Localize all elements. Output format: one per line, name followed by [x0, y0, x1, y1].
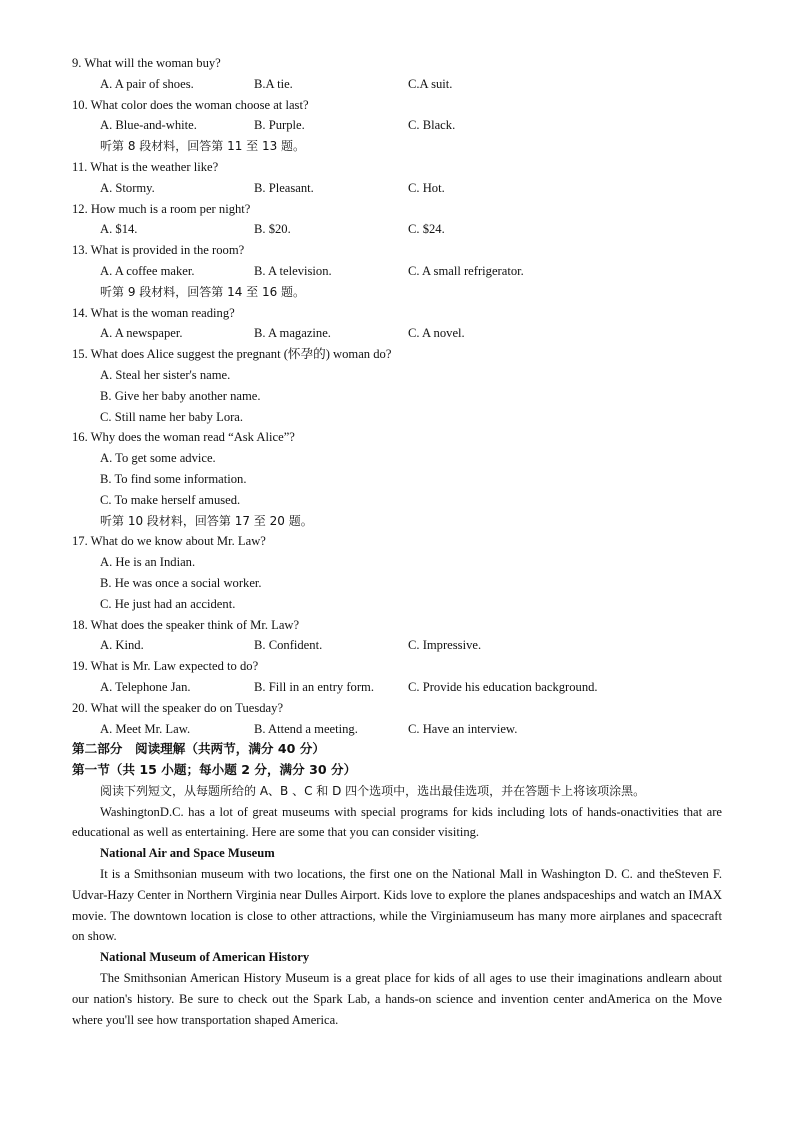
option-b: B. Purple. — [254, 118, 305, 133]
option-a: A. $14. — [100, 222, 138, 237]
option-a: A. Stormy. — [100, 180, 155, 195]
option-b: B. $20. — [254, 222, 291, 237]
option-b: B. He was once a social worker. — [100, 575, 262, 590]
question-13-options — [72, 261, 722, 282]
question-15: 15. What does Alice suggest the pregnant (怀孕的) woman do? — [72, 347, 392, 362]
question-11-options — [72, 178, 722, 199]
option-a: A. Blue-and-white. — [100, 118, 197, 133]
question-20: 20. What will the speaker do on Tuesday? — [72, 700, 284, 715]
section1-heading: 第一节（共 15 小题；每小题 2 分，满分 30 分） — [72, 762, 357, 778]
option-c: C. He just had an accident. — [100, 596, 236, 611]
question-16: 16. Why does the woman read “Ask Alice”? — [72, 430, 295, 445]
option-c: C. $24. — [408, 222, 445, 237]
question-11: 11. What is the weather like? — [72, 159, 219, 174]
instruction-passage-10: 听第 10 段材料，回答第 17 至 20 题。 — [100, 513, 313, 528]
option-b: B. Give her baby another name. — [100, 388, 261, 403]
option-c: C. A novel. — [408, 326, 465, 341]
option-a: A. Telephone Jan. — [100, 679, 191, 694]
question-13: 13. What is provided in the room? — [72, 243, 245, 258]
question-10: 10. What color does the woman choose at last? — [72, 97, 309, 112]
option-c: C. Still name her baby Lora. — [100, 409, 244, 424]
question-18-options — [72, 635, 722, 656]
option-b: B. Attend a meeting. — [254, 721, 358, 736]
instruction-passage-9: 听第 9 段材料，回答第 14 至 16 题。 — [100, 284, 306, 299]
question-19: 19. What is Mr. Law expected to do? — [72, 659, 259, 674]
option-b: B. A magazine. — [254, 326, 331, 341]
option-c: C. A small refrigerator. — [408, 263, 524, 278]
question-9: 9. What will the woman buy? — [72, 56, 221, 70]
option-b: B.A tie. — [254, 76, 293, 91]
museum2-paragraph: The Smithsonian American History Museum is a great place for kids of all ages to use their imaginations andlearn about our nation's history. Be sure to check out the Spark Lab, a hands-on science and invention center andAmerica on the Move where you'll see how transportation shaped America. — [72, 971, 722, 1027]
option-a: A. Steal her sister's name. — [100, 367, 231, 382]
option-b: B. A television. — [254, 263, 332, 278]
question-14-options — [72, 323, 722, 344]
option-a: A. A pair of shoes. — [100, 76, 194, 91]
option-a: A. Meet Mr. Law. — [100, 721, 191, 736]
option-c: C.A suit. — [408, 76, 453, 91]
option-a: A. A newspaper. — [100, 326, 183, 341]
question-20-options — [72, 719, 722, 740]
option-c: C. Have an interview. — [408, 721, 518, 736]
museum1-paragraph: It is a Smithsonian museum with two locations, the first one on the National Mall in Washington D. C. and theSteven F. Udvar-Hazy Center in Northern Virginia near Dulles Airport. Kids love to explore the planes andspaceships and watch an IMAX movie. The downtown location is close to other attractions, while the Virginiamuseum has many more airplanes and spacecraft on show. — [72, 867, 722, 944]
question-19-options — [72, 677, 722, 698]
question-9-options — [72, 74, 722, 95]
option-b: B. Confident. — [254, 638, 323, 653]
question-18: 18. What does the speaker think of Mr. Law? — [72, 617, 300, 632]
part2-heading: 第二部分 阅读理解（共两节，满分 40 分） — [72, 741, 325, 757]
exam-page — [72, 53, 722, 1030]
museum1-title: National Air and Space Museum — [100, 846, 275, 861]
question-12-options — [72, 219, 722, 240]
question-10-options — [72, 115, 722, 136]
question-17: 17. What do we know about Mr. Law? — [72, 534, 266, 549]
option-c: C. Black. — [408, 118, 456, 133]
question-14: 14. What is the woman reading? — [72, 305, 235, 320]
option-b: B. Fill in an entry form. — [254, 679, 374, 694]
option-a: A. He is an Indian. — [100, 555, 196, 570]
option-b: B. Pleasant. — [254, 180, 314, 195]
section1-instruction: 阅读下列短文，从每题所给的 A、B 、C 和 D 四个选项中，选出最佳选项，并在答题卡上将该项涂黑。 — [100, 783, 646, 798]
option-c: C. Provide his education background. — [408, 679, 598, 694]
option-a: A. To get some advice. — [100, 451, 216, 466]
option-c: C. Impressive. — [408, 638, 482, 653]
option-c: C. To make herself amused. — [100, 492, 241, 507]
option-a: A. Kind. — [100, 638, 144, 653]
option-c: C. Hot. — [408, 180, 445, 195]
option-a: A. A coffee maker. — [100, 263, 195, 278]
intro-paragraph: WashingtonD.C. has a lot of great museums with special programs for kids including lots of hands-onactivities that are educational as well as entertaining. Here are some that you can consider visiting. — [72, 804, 722, 840]
question-12: 12. How much is a room per night? — [72, 201, 251, 216]
instruction-passage-8: 听第 8 段材料，回答第 11 至 13 题。 — [100, 139, 306, 154]
option-b: B. To find some information. — [100, 471, 247, 486]
museum2-title: National Museum of American History — [100, 950, 310, 965]
